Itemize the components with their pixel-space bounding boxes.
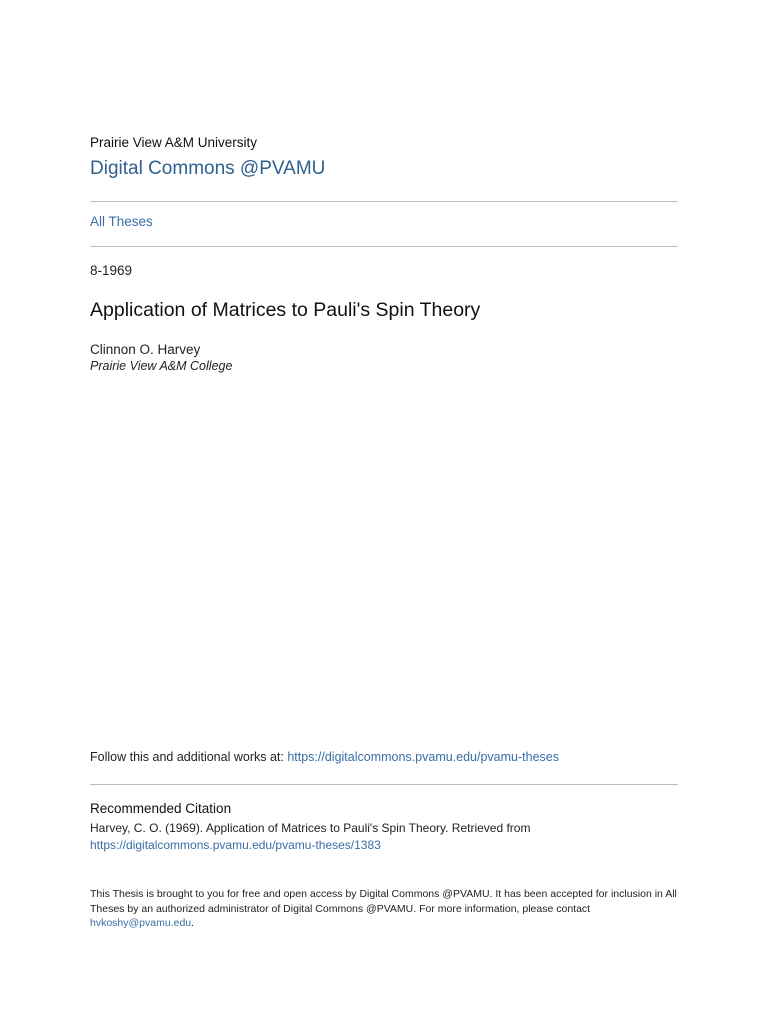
notice-text: This Thesis is brought to you for free and open access by Digital Commons @PVAMU. It has been accepted for inclusion in All Theses by an authorized administrator of Digital Commons @PVAMU. For more information, please contact (90, 888, 677, 915)
access-notice (90, 887, 678, 931)
follow-url-link[interactable]: https://digitalcommons.pvamu.edu/pvamu-theses (287, 750, 559, 764)
contact-email-link[interactable]: hvkoshy@pvamu.edu (90, 917, 192, 929)
citation-url-link[interactable]: https://digitalcommons.pvamu.edu/pvamu-theses/1383 (90, 838, 381, 852)
author-name: Clinnon O. Harvey (90, 342, 201, 357)
recommended-citation-heading: Recommended Citation (90, 801, 232, 816)
notice-suffix: . (191, 917, 195, 929)
divider (90, 246, 678, 247)
author-affiliation: Prairie View A&M College (90, 359, 233, 373)
divider (90, 201, 678, 202)
follow-prefix: Follow this and additional works at: (90, 750, 288, 764)
publication-date: 8-1969 (90, 263, 133, 278)
divider (90, 784, 678, 785)
follow-line (90, 750, 559, 764)
institution-name: Prairie View A&M University (90, 135, 258, 150)
series-link-all-theses[interactable]: All Theses (90, 214, 153, 229)
citation-text: Harvey, C. O. (1969). Application of Matrices to Pauli's Spin Theory. Retrieved from (90, 821, 531, 835)
cover-page (90, 0, 678, 1024)
repository-link[interactable]: Digital Commons @PVAMU (90, 158, 326, 179)
thesis-title: Application of Matrices to Pauli's Spin Theory (90, 299, 481, 321)
